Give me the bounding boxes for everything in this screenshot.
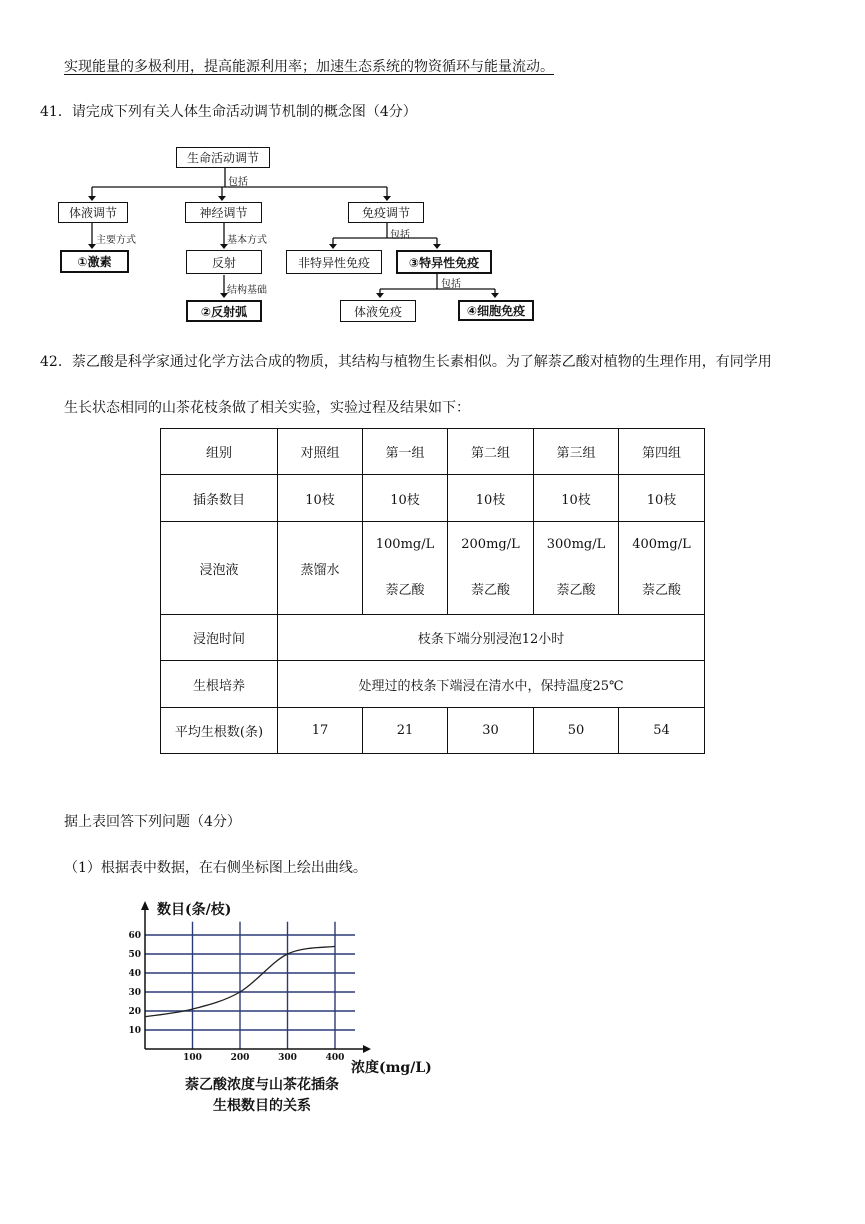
soak-concentration: 100mg/L [375,537,435,552]
link-main-way: 主要方式 [96,235,136,246]
table-cell: 54 [619,708,705,754]
q41-title: 41．请完成下列有关人体生命活动调节机制的概念图（4分） [40,104,417,120]
table-cell: 处理过的枝条下端浸在清水中，保持温度25℃ [278,661,705,708]
y-tick-label: 60 [128,931,141,941]
chart-ticks [128,931,344,1063]
table-cell: 10枝 [619,475,705,522]
table-cell: 10枝 [534,475,619,522]
y-tick-label: 30 [128,988,141,998]
soak-concentration: 300mg/L [546,537,606,552]
soak-chemical: 萘乙酸 [385,583,425,598]
table-cell: 21 [363,708,448,754]
table-cell: 17 [278,708,363,754]
node-humoral-immunity: 体液免疫 [340,300,416,322]
table-cell: 平均生根数(条) [161,708,278,754]
table-header-cell: 第二组 [448,429,534,475]
y-tick-label: 20 [128,1007,141,1017]
q42-line2: 生长状态相同的山茶花枝条做了相关实验，实验过程及结果如下： [64,400,470,416]
q42-line1: 42．萘乙酸是科学家通过化学方法合成的物质，其结构与植物生长素相似。为了解萘乙酸对植物的生理作用，有同学用 [40,354,772,370]
y-axis-arrow [141,901,149,910]
x-tick-label: 400 [325,1053,345,1063]
table-cell: 浸泡时间 [161,615,278,661]
link-root-include: 包括 [228,177,248,188]
node-nonspecific-immunity: 非特异性免疫 [286,250,382,274]
table-header-cell: 组别 [161,429,278,475]
table-header-cell: 对照组 [278,429,363,475]
table-cell: 蒸馏水 [278,522,363,615]
x-tick-label: 100 [183,1053,202,1063]
table-header-cell: 第三组 [534,429,619,475]
link-basic-way: 基本方式 [227,235,267,246]
link-specific-include: 包括 [441,279,461,290]
table-cell: 浸泡液 [161,522,278,615]
sub-question-1: （1）根据表中数据，在右侧坐标图上绘出曲线。 [64,860,367,876]
node-humoral-regulation: 体液调节 [58,202,128,223]
table-header-cell: 第四组 [619,429,705,475]
y-axis-label: 数目(条/枝) [157,902,232,918]
soak-chemical: 萘乙酸 [641,583,681,598]
table-cell: 生根培养 [161,661,278,708]
y-tick-label: 40 [128,969,141,979]
table-cell: 10枝 [363,475,448,522]
node-cellular-immunity: ④细胞免疫 [458,300,534,321]
link-immune-include: 包括 [390,230,410,241]
node-root: 生命活动调节 [176,147,270,168]
table-cell: 枝条下端分别浸泡12小时 [278,615,705,661]
intro-line: 实现能量的多极利用，提高能源利用率；加速生态系统的物资循环与能量流动。 [64,59,554,75]
table-cell: 10枝 [278,475,363,522]
chart-caption-line1: 萘乙酸浓度与山茶花插条 [185,1077,339,1093]
x-tick-label: 300 [278,1053,297,1063]
link-structure-basis: 结构基础 [227,285,267,296]
y-tick-label: 10 [128,1026,141,1036]
table-cell: 50 [534,708,619,754]
node-reflex: 反射 [186,250,262,274]
x-tick-label: 200 [230,1053,250,1063]
x-axis-label: 浓度(mg/L) [351,1060,432,1076]
soak-chemical: 萘乙酸 [470,583,510,598]
y-tick-label: 50 [128,950,141,960]
node-immune-regulation: 免疫调节 [348,202,424,223]
x-axis-arrow [363,1045,371,1053]
soak-concentration: 200mg/L [461,537,520,552]
node-reflex-arc: ②反射弧 [186,300,262,322]
node-neural-regulation: 神经调节 [185,202,262,223]
soak-chemical: 萘乙酸 [556,583,596,598]
table-cell: 30 [448,708,534,754]
soak-concentration: 400mg/L [632,537,691,552]
table-cell: 10枝 [448,475,534,522]
node-hormone: ①激素 [60,250,129,273]
table-cell: 插条数目 [161,475,278,522]
sub-question: 据上表回答下列问题（4分） [64,814,241,830]
chart-caption-line2: 生根数目的关系 [213,1098,311,1114]
table-header-cell: 第一组 [363,429,448,475]
node-specific-immunity: ③特异性免疫 [396,250,492,274]
